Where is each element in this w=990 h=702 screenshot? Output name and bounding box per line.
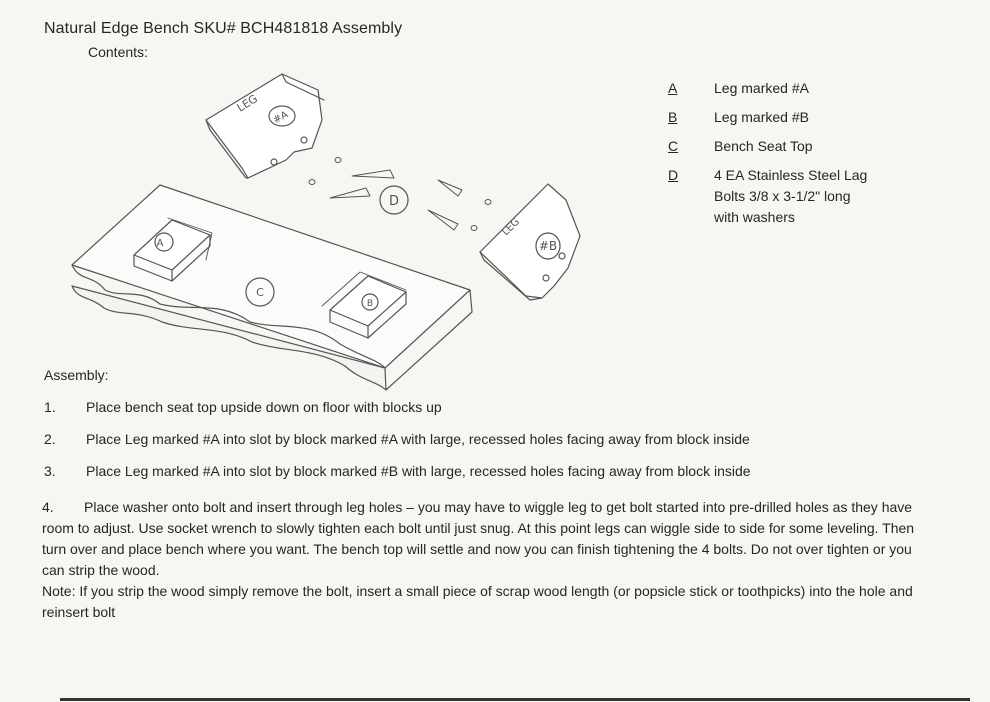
part-d — [668, 165, 968, 228]
step-1 — [44, 399, 442, 415]
assembly-heading: Assembly: — [44, 367, 109, 383]
leg-a — [206, 74, 324, 178]
part-letter: A — [668, 80, 678, 96]
step-number: 1. — [44, 399, 56, 415]
contents-label: Contents: — [88, 44, 148, 60]
step-number: 2. — [44, 431, 56, 447]
bolts-d-label: D — [388, 194, 400, 209]
part-desc: Bench Seat Top — [714, 138, 813, 154]
block-b-label: B — [366, 299, 374, 309]
part-a — [668, 78, 968, 99]
parts-list — [668, 78, 968, 236]
leg-b — [480, 184, 580, 300]
step-4-and-note — [42, 497, 922, 623]
step-text: Place Leg marked #A into slot by block marked #A with large, recessed holes facing away from block inside — [86, 431, 750, 447]
leg-a-word: LEG — [234, 92, 260, 115]
part-letter: C — [668, 138, 679, 154]
leg-a-mark: #A — [271, 109, 291, 127]
block-a-label: A — [156, 238, 164, 249]
part-desc: Leg marked #B — [714, 109, 809, 125]
lag-bolts — [309, 158, 491, 231]
step-text: Place washer onto bolt and insert through leg holes – you may have to wiggle leg to get bolt started into pre-drilled holes as they have room to adjust. Use socket wrench to slowly tighten each bolt until just snug. At this point legs can wiggle side to side for some leveling. Then turn over and place bench where you want. The bench top will settle and now you can finish tightening the 4 bolts. Do not over tighten or you can strip the wood. — [42, 499, 915, 578]
step-text: Place bench seat top upside down on floor with blocks up — [86, 399, 442, 415]
note-text: Note: If you strip the wood simply remove the bolt, insert a small piece of scrap wood length (or popsicle stick or toothpicks) into the hole and reinsert bolt — [42, 583, 913, 620]
page-title: Natural Edge Bench SKU# BCH481818 Assembly — [44, 20, 403, 37]
assembly-diagram — [60, 60, 620, 400]
bench-seat-top — [72, 185, 472, 390]
part-letter: D — [668, 167, 679, 183]
part-letter: B — [668, 109, 678, 125]
step-3 — [44, 463, 751, 479]
part-b — [668, 107, 968, 128]
part-c — [668, 136, 968, 157]
step-text: Place Leg marked #A into slot by block marked #B with large, recessed holes facing away from block inside — [86, 463, 751, 479]
step-number: 4. — [42, 499, 54, 515]
bottom-divider — [60, 698, 970, 701]
step-number: 3. — [44, 463, 56, 479]
part-desc: 4 EA Stainless Steel Lag Bolts 3/8 x 3-1/2" long with washers — [714, 167, 868, 225]
step-2 — [44, 431, 750, 447]
leg-b-word: LEG — [500, 216, 523, 239]
step-4 — [42, 497, 922, 581]
part-desc: Leg marked #A — [714, 80, 809, 96]
seat-c-label: C — [256, 286, 264, 299]
leg-b-mark: #B — [538, 239, 558, 253]
